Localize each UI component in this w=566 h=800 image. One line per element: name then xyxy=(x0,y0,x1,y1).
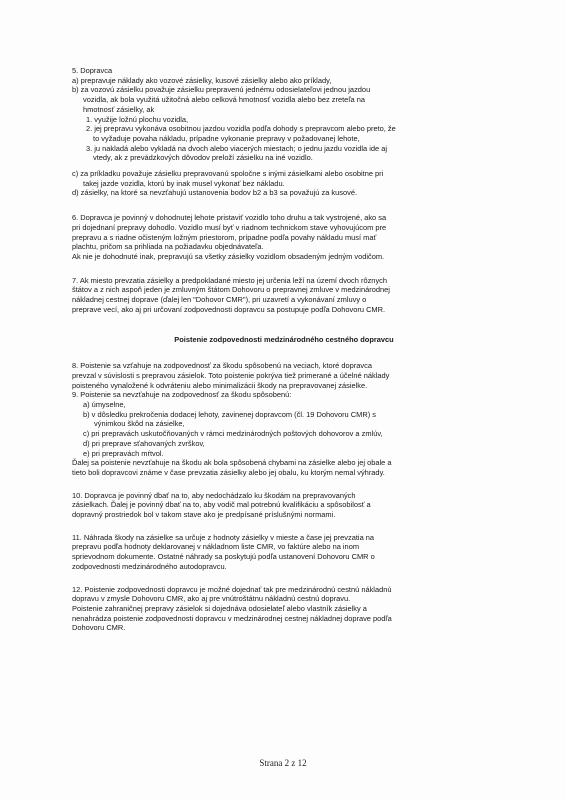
section-5 xyxy=(72,66,496,198)
section-10-line: 10. Dopravca je povinný dbať na to, aby nedochádzalo ku škodám na prepravovaných xyxy=(72,490,356,500)
section-9 xyxy=(72,390,496,477)
section-5-item-b2-line: 2. jej prepravu vykonáva osobitnou jazdou vozidla podľa dohody s prepravcom alebo preto, že xyxy=(86,124,396,134)
section-9-item-b-line: b) v dôsledku prekročenia dodacej lehoty, zavinenej dopravcom (čl. 19 Dohovoru CMR) s xyxy=(83,409,376,419)
section-9-item-b-line: výnimkou škôd na zásielke, xyxy=(94,419,185,429)
section-6-line: 6. Dopravca je povinný v dohodnutej lehote pristaviť vozidlo toho druhu a tak vystrojené, ako sa xyxy=(72,213,387,223)
section-7-line: 7. Ak miesto prevzatia zásielky a predpokladané miesto jej určenia leží na území dvoch rôznych xyxy=(72,275,388,285)
section-5-item-b-line: hmotnosť zásielky, ak xyxy=(83,104,155,114)
section-5-item-a: a) prepravuje náklady ako vozové zásielky, kusové zásielky alebo ako príklady, xyxy=(72,75,332,85)
section-5-item-b-line: b) za vozovú zásielku považuje zásielku prepravenú jednému odosielateľovi jednou jazdou xyxy=(72,85,371,95)
section-5-item-c-line: takej jazde vozidla, ktorú by inak musel vykonať bez nákladu. xyxy=(83,178,285,188)
section-6 xyxy=(72,213,496,262)
section-9-item-c: c) pri prepravách uskutočňovaných v rámci medzinárodných poštových dohovorov a zmlúv, xyxy=(83,429,383,439)
section-12-line: dopravu v zmysle Dohovoru CMR, ako aj pre vnútroštátnu nákladnú cestnú dopravu. xyxy=(72,594,351,604)
section-5-item-b1: 1. využije ložnú plochu vozidla, xyxy=(86,114,189,124)
section-7-line: štátov a z nich aspoň jeden je zmluvným štátom Dohovoru o prepravnej zmluve v medzinárodnej xyxy=(72,285,390,295)
section-heading: Poistenie zodpovednosti medzinárodného cestného dopravcu xyxy=(174,335,394,345)
section-6-line: prepravu a s riadne očisteným ložným priestorom, prípadne podľa povahy nákladu musí mať xyxy=(72,232,377,242)
section-7 xyxy=(72,276,496,315)
section-11-line: zodpovednosti medzinárodného autodopravcu. xyxy=(72,561,227,571)
section-5-item-b2-line: to vyžaduje povaha nákladu, prípadne vykonanie prepravy v požadovanej lehote, xyxy=(93,133,360,143)
section-8 xyxy=(72,361,496,390)
section-5-title: 5. Dopravca xyxy=(72,66,113,75)
section-5-item-c-line: c) za príkladku považuje zásielku prepravovanú spoločne s inými zásielkami alebo osobitne pri xyxy=(72,169,384,179)
section-11 xyxy=(72,533,496,572)
section-12-line: Poistenie zahraničnej prepravy zásielok si dojednáva odosielateľ alebo vlastník zásielky a xyxy=(72,603,367,613)
section-6-line: pri dojednaní prepravy dohodlo. Vozidlo musí byť v riadnom technickom stave vyhovujúcom pre xyxy=(72,222,387,232)
document-body xyxy=(72,66,496,633)
section-10 xyxy=(72,491,496,520)
section-5-item-d: d) zásielky, na ktoré sa nevzťahujú ustanovenia bodov b2 a b3 sa považujú za kusové. xyxy=(72,188,358,198)
section-11-line: sprievodnom dokumente. Ostatné náhrady sa poskytujú podľa ustanovení Dohovoru CMR o xyxy=(72,552,375,562)
section-5-item-b3-line: vtedy, ak z prevádzkových dôvodov preloží zásielku na iné vozidlo. xyxy=(93,153,313,163)
section-9-title: 9. Poistenie sa nevzťahuje na zodpovednosť za škodu spôsobenú: xyxy=(72,390,292,400)
section-7-line: nákladnej cestnej doprave (ďalej len "Dohovor CMR"), pri uzavretí a vykonávaní zmluvy o xyxy=(72,295,367,305)
section-10-line: zásielkach. Ďalej je povinný dbať na to, aby vodič mal potrebnú kvalifikáciu a spôsobilosť a xyxy=(72,500,371,510)
section-7-line: preprave vecí, ako aj pri určovaní zodpovednosti dopravcu sa postupuje podľa Dohovoru CMR. xyxy=(72,304,386,314)
section-9-note-line: tieto boli dopravcovi známe v čase prevzatia zásielky alebo jej obalu, ku ktorým nemal výhrady. xyxy=(72,467,385,477)
section-9-note-line: Ďalej sa poistenie nevzťahuje na škodu ak bola spôsobená chybami na zásielke alebo jej obale a xyxy=(72,458,392,468)
section-8-line: prevzal v súvislosti s prepravou zásielok. Toto poistenie pokrýva tiež primerané a účelné náklady xyxy=(72,370,390,380)
section-6-line: Ak nie je dohodnuté inak, prepravujú sa všetky zásielky vozidlom obsadeným jedným vodičom. xyxy=(72,251,385,261)
section-5-item-b3-line: 3. ju nakladá alebo vykladá na dvoch alebo viacerých miestach; o jednu jazdu vozidla ide aj xyxy=(86,143,387,153)
section-5-item-b-line: vozidla, ak bola využitá užitočná alebo celková hmotnosť vozidla alebo bez zreteľa na xyxy=(83,95,365,105)
section-9-item-e: e) pri prepravách mŕtvol. xyxy=(83,448,164,458)
section-8-line: poisteného vynaložené k odvráteniu alebo minimalizácii škody na prepravovanej zásielke. xyxy=(72,380,368,390)
section-6-line: plachtu, pričom sa prihliada na požiadavku objednávateľa. xyxy=(72,242,264,252)
section-12-line: nenahrádza poistenie zodpovednosti dopravcu v medzinárodnej cestnej nákladnej doprave podľa xyxy=(72,613,392,623)
section-9-item-a: a) úmyselne, xyxy=(83,399,126,409)
section-11-line: prepravu podľa hodnoty deklarovanej v nákladnom liste CMR, vo faktúre alebo na inom xyxy=(72,542,360,552)
section-12-line: Dohovoru CMR. xyxy=(72,623,126,633)
section-9-item-d: d) pri preprave sťahovaných zvrškov, xyxy=(83,438,205,448)
section-10-line: dopravný prostriedok bol v takom stave ako je predpísané príslušnými normami. xyxy=(72,510,336,520)
section-8-line: 8. Poistenie sa vzťahuje na zodpovednosť za škodu spôsobenú na veciach, ktoré dopravca xyxy=(72,361,372,371)
section-11-line: 11. Náhrada škody na zásielke sa určuje z hodnoty zásielky v mieste a čase jej prevzatia na xyxy=(72,532,375,542)
section-12 xyxy=(72,585,496,634)
section-12-line: 12. Poistenie zodpovednosti dopravcu je možné dojednať tak pre medzinárodnú cestnú nákladnú xyxy=(72,584,392,594)
page-number: Strana 2 z 12 xyxy=(259,758,307,768)
